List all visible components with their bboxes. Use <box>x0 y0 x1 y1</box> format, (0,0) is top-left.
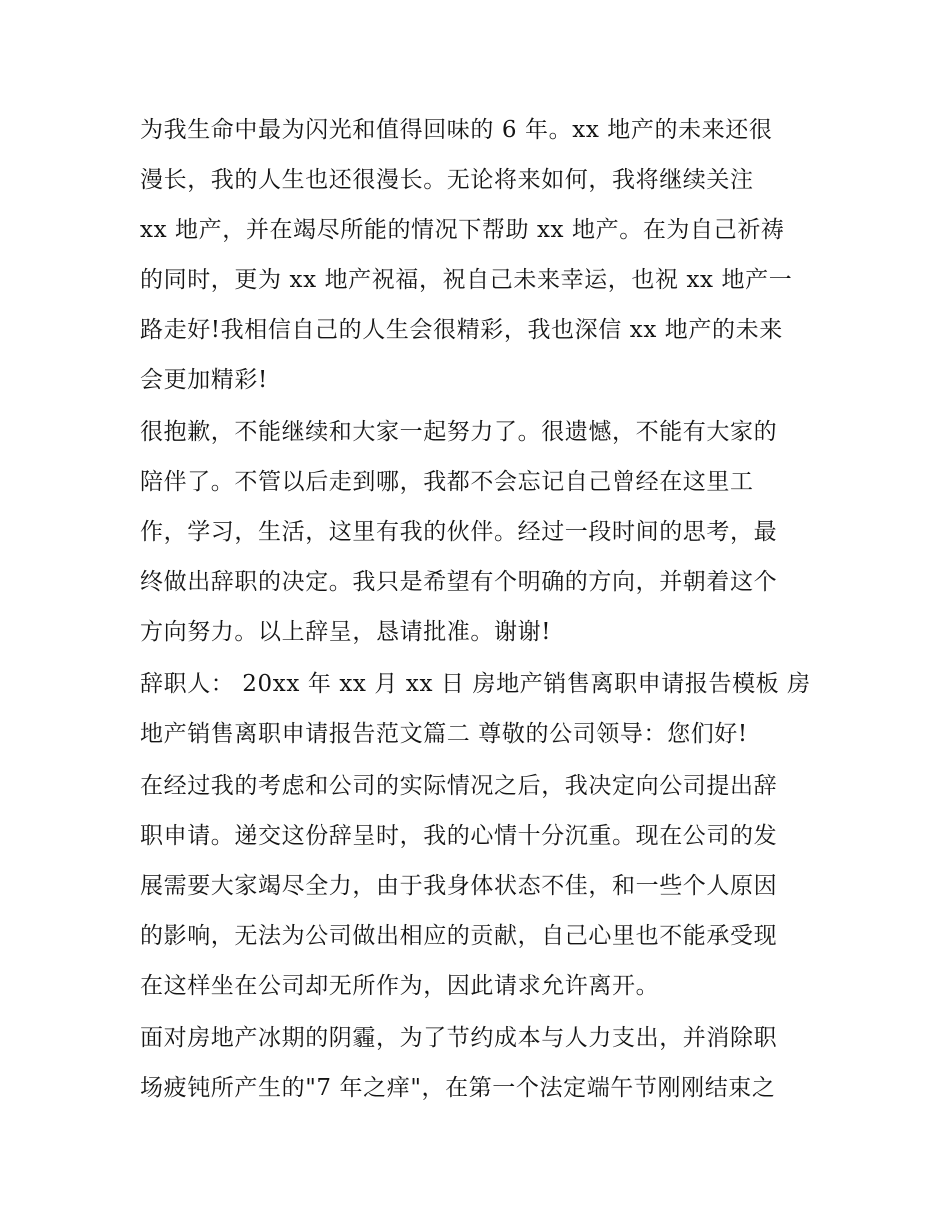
text-line: 场疲钝所产生的"7 年之痒"，在第一个法定端午节刚刚结束之 <box>140 1075 776 1101</box>
text-line: 陪伴了。不管以后走到哪，我都不会忘记自己曾经在这里工 <box>140 469 754 495</box>
text-line: 漫长，我的人生也还很漫长。无论将来如何，我将继续关注 <box>140 167 754 193</box>
text-line: 在经过我的考虑和公司的实际情况之后，我决定向公司提出辞 <box>140 773 778 799</box>
text-line: 终做出辞职的决定。我只是希望有个明确的方向，并朝着这个 <box>140 569 778 595</box>
text-line: 会更加精彩! <box>140 367 268 393</box>
text-line: 作，学习，生活，这里有我的伙伴。经过一段时间的思考，最 <box>140 519 778 545</box>
text-line: 面对房地产冰期的阴霾，为了节约成本与人力支出，并消除职 <box>140 1025 778 1051</box>
text-line: 辞职人： 20xx 年 xx 月 xx 日 房地产销售离职申请报告模板 房 <box>140 671 811 697</box>
text-line: 很抱歉，不能继续和大家一起努力了。很遗憾，不能有大家的 <box>140 419 778 445</box>
text-line: 的影响，无法为公司做出相应的贡献，自己心里也不能承受现 <box>140 923 778 949</box>
text-line: 地产销售离职申请报告范文篇二 尊敬的公司领导：您们好! <box>140 721 748 747</box>
text-line: 的同时，更为 xx 地产祝福，祝自己未来幸运，也祝 xx 地产一 <box>140 267 793 293</box>
text-line: 路走好!我相信自己的人生会很精彩，我也深信 xx 地产的未来 <box>140 317 783 343</box>
text-line: 在这样坐在公司却无所作为，因此请求允许离开。 <box>140 973 660 999</box>
text-line: xx 地产，并在竭尽所能的情况下帮助 xx 地产。在为自己祈祷 <box>140 217 785 243</box>
text-line: 展需要大家竭尽全力，由于我身体状态不佳，和一些个人原因 <box>140 873 778 899</box>
text-line: 为我生命中最为闪光和值得回味的 6 年。xx 地产的未来还很 <box>140 117 773 143</box>
text-line: 职申请。递交这份辞呈时，我的心情十分沉重。现在公司的发 <box>140 823 778 849</box>
text-line: 方向努力。以上辞呈，恳请批准。谢谢! <box>140 619 552 645</box>
